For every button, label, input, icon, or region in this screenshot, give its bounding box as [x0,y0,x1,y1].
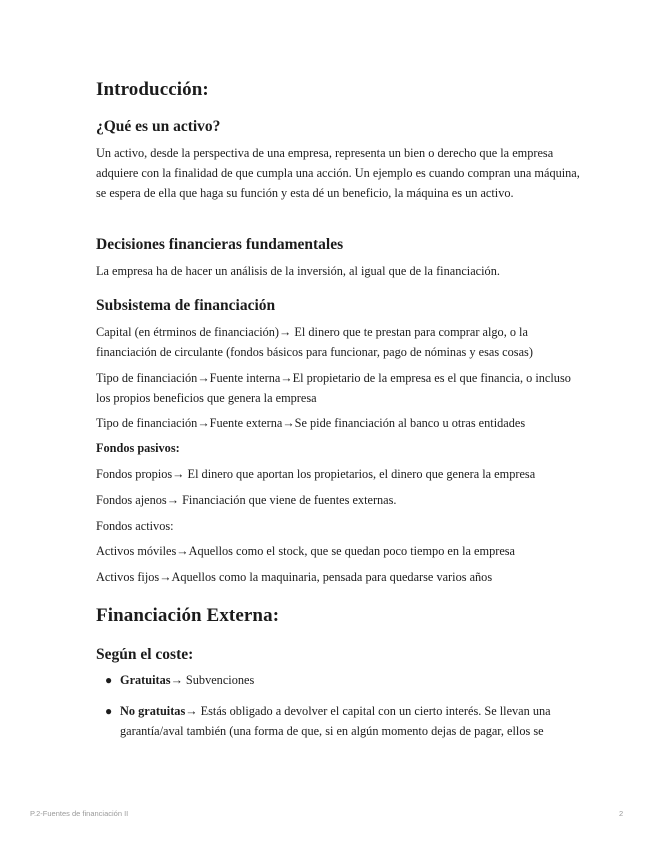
footer-document-title: P.2-Fuentes de financiación II [30,809,129,818]
what-asset-heading: ¿Qué es un activo? [96,118,221,135]
bullet-icon: ● [105,673,113,687]
intro-heading: Introducción: [96,79,209,100]
subsystem-heading: Subsistema de financiación [96,297,276,314]
mobile-assets-paragraph: Activos móviles→Aquellos como el stock, que se quedan poco tiempo en la empresa [96,544,516,558]
other-funds-paragraph: Fondos ajenos→ Financiación que viene de fuentes externas. [96,493,397,507]
list-item [96,670,576,690]
own-funds-paragraph: Fondos propios→ El dinero que aportan los propietarios, el dinero que genera la empresa [96,467,536,481]
passive-funds-label: Fondos pasivos: [96,441,180,455]
decisions-heading: Decisiones financieras fundamentales [96,236,344,253]
list-item [96,701,576,741]
decisions-paragraph: La empresa ha de hacer un análisis de la inversión, al igual que de la financiación. [96,264,500,278]
fixed-assets-paragraph: Activos fijos→Aquellos como la maquinaria, pensada para quedarse varios años [96,570,493,584]
external-source-paragraph: Tipo de financiación→Fuente externa→Se pide financiación al banco u otras entidades [96,416,526,430]
internal-source-paragraph: Tipo de financiación→Fuente interna→El propietario de la empresa es el que financia, o incluso los propios beneficios que genera la empresa [96,371,571,405]
cost-list [96,670,576,741]
list-item-bold: No gratuitas [120,704,186,718]
list-item-bold: Gratuitas [120,673,171,687]
external-financing-heading: Financiación Externa: [96,605,280,626]
bullet-icon: ● [105,704,113,718]
list-item-text: → Subvenciones [170,673,255,687]
cost-heading: Según el coste: [96,646,194,663]
what-asset-paragraph: Un activo, desde la perspectiva de una empresa, representa un bien o derecho que la empresa adquiere con la finalidad de que cumpla una acción. Un ejemplo es cuando compran una máquina, se espera de ella que haga su función y esta dé un beneficio, la máquina es un activo. [96,146,580,200]
footer-page-number: 2 [619,809,624,818]
capital-paragraph: Capital (en étrminos de financiación)→ El dinero que te prestan para comprar algo, o la financiación de circulante (fondos básicos para funcionar, pago de nóminas y esas cosas) [96,325,533,359]
list-item-text: → Estás obligado a devolver el capital con un cierto interés. Se llevan una garantía/aval también (una forma de que, si en algún momento dejas de pagar, ellos se [120,704,551,738]
active-funds-paragraph: Fondos activos: [96,519,174,533]
